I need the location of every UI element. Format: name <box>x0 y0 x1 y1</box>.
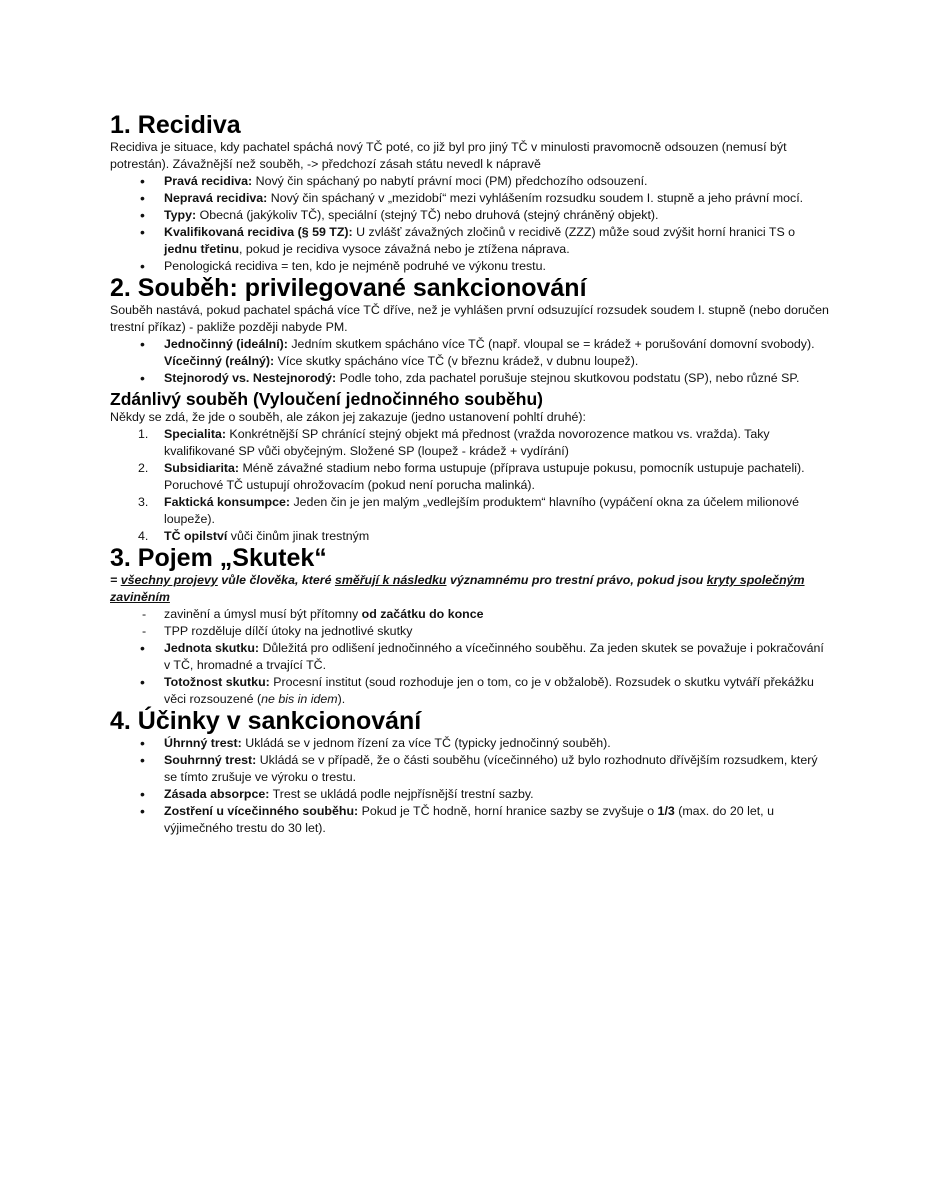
list-item: 4. TČ opilství vůči činům jinak trestným <box>138 529 370 543</box>
list-item: • Typy: Obecná (jakýkoliv TČ), speciální (stejný TČ) nebo druhová (stejný chráněný objekt). <box>110 207 830 224</box>
section-title-skutek: 3. Pojem „Skutek“ <box>110 544 327 572</box>
list-item: • Nepravá recidiva: Nový čin spáchaný v „mezidobí“ mezi vyhlášením rozsudku soudem I. stupně a jeho právní mocí. <box>110 190 830 207</box>
section-title-recidiva: 1. Recidiva <box>110 111 241 139</box>
list-item: - zavinění a úmysl musí být přítomny od začátku do konce <box>110 606 830 623</box>
list-item: • Penologická recidiva = ten, kdo je nejméně podruhé ve výkonu trestu. <box>110 258 830 275</box>
document-page <box>110 112 830 837</box>
list-item: • Kvalifikovaná recidiva (§ 59 TZ): U zvlášť závažných zločinů v recidivě (ZZZ) může soud zvýšit horní hranici TS o jednu třetinu, pokud je recidiva vysoce závažná nebo je ztížena náprava. <box>110 224 830 258</box>
list-item: • Souhrnný trest: Ukládá se v případě, že o části souběhu (vícečinného) už bylo rozhodnuto dřívějším rozsudkem, který se tímto zrušuje ve výroku o trestu. <box>110 752 830 786</box>
list-item: • Zostření u vícečinného souběhu: Pokud je TČ hodně, horní hranice sazby se zvyšuje o 1/3 (max. do 20 let, u výjimečného trestu do 30 let). <box>110 803 830 837</box>
soubeh-list <box>110 336 830 387</box>
soubeh-intro: Souběh nastává, pokud pachatel spáchá více TČ dříve, než je vyhlášen první odsuzující rozsudek soudem I. stupně (nebo doručen trestní příkaz) - pakliže později nabyde PM. <box>110 303 829 334</box>
recidiva-list <box>110 173 830 275</box>
list-item: 1. Specialita: Konkrétnější SP chránící stejný objekt má přednost (vražda novorozence matkou vs. vražda). Taky kvalifikované SP vůči obyčejným. Složené SP (loupež - krádež + vydírání) <box>138 427 770 458</box>
list-item: 2. Subsidiarita: Méně závažné stadium nebo forma ustupuje (příprava ustupuje pokusu, pomocník ustupuje pachateli). Poruchové TČ ustupují ohrožovacím (pokud není porucha malinká). <box>138 461 805 492</box>
ucinky-list <box>110 735 830 837</box>
list-item: • Jednočinný (ideální): Jedním skutkem spácháno více TČ (např. vloupal se = krádež + porušování domovní svobody). Vícečinný (reálný): Více skutky spácháno více TČ (v březnu krádež, v dubnu loupež). <box>110 336 830 370</box>
list-item: • Úhrnný trest: Ukládá se v jednom řízení za více TČ (typicky jednočinný souběh). <box>110 735 830 752</box>
subsection-title-zdanlivy-soubeh: Zdánlivý souběh (Vyloučení jednočinného souběhu) <box>110 389 543 409</box>
list-item: 3. Faktická konsumpce: Jeden čin je jen malým „vedlejším produktem“ hlavního (vypáčení okna za účelem milionové loupeže). <box>138 495 799 526</box>
skutek-dash-list <box>110 606 830 640</box>
list-item: • Pravá recidiva: Nový čin spáchaný po nabytí právní moci (PM) předchozího odsouzení. <box>110 173 830 190</box>
list-item: - TPP rozděluje dílčí útoky na jednotlivé skutky <box>110 623 830 640</box>
section-title-ucinky: 4. Účinky v sankcionování <box>110 707 422 735</box>
list-item: • Zásada absorpce: Trest se ukládá podle nejpřísnější trestní sazby. <box>110 786 830 803</box>
skutek-list <box>110 640 830 708</box>
skutek-definition: = všechny projevy vůle člověka, které směřují k následku významnému pro trestní právo, pokud jsou kryty společným zaviněním <box>110 573 805 604</box>
list-item: • Stejnorodý vs. Nestejnorodý: Podle toho, zda pachatel porušuje stejnou skutkovou podstatu (SP), nebo různé SP. <box>110 370 830 387</box>
list-item: • Totožnost skutku: Procesní institut (soud rozhoduje jen o tom, co je v obžalobě). Rozsudek o skutku vytváří překážku věci rozsouzené (ne bis in idem). <box>110 674 830 708</box>
section-title-soubeh: 2. Souběh: privilegované sankcionování <box>110 274 587 302</box>
zdanlivy-list <box>110 426 830 545</box>
zdanlivy-intro: Někdy se zdá, že jde o souběh, ale zákon jej zakazuje (jedno ustanovení pohltí druhé): <box>110 410 586 424</box>
recidiva-intro: Recidiva je situace, kdy pachatel spáchá nový TČ poté, co již byl pro jiný TČ v minulosti pravomocně odsouzen (nemusí být potrestán). Závažnější než souběh, -> předchozí zásah státu nevedl k nápravě <box>110 140 787 171</box>
list-item: • Jednota skutku: Důležitá pro odlišení jednočinného a vícečinného souběhu. Za jeden skutek se považuje i pokračování v TČ, hromadné a trvající TČ. <box>110 640 830 674</box>
